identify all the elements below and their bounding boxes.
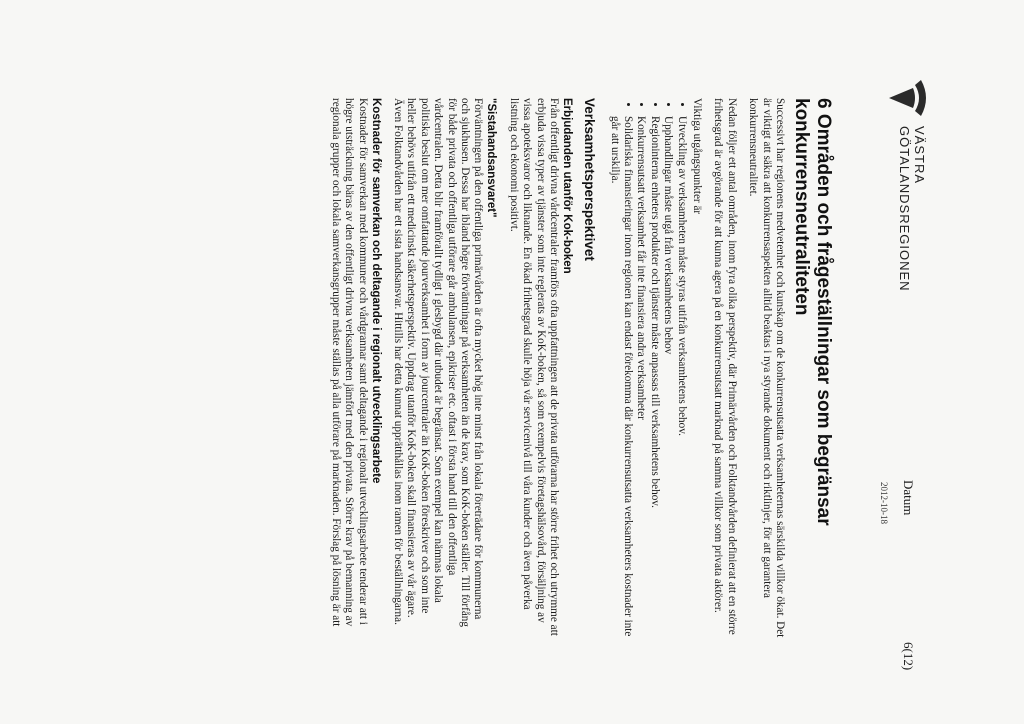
document-body: [320, 98, 834, 638]
logo-line-1: VÄSTRA: [912, 126, 927, 185]
region-logo-mark-icon: [879, 78, 929, 118]
list-item: • Upphandlingar måste utgå från verksamhetens behov: [661, 116, 674, 638]
section-title: 6 Områden och frågeställningar som begränsar konkurrensneutraliteten: [791, 98, 834, 526]
paragraph-last-resort: Förväntningen på den offentliga primärvården är ofta mycket hög inte minst från lokala företrädare för kommunerna och sjukhusen. Dessa har ibland högre förväntningar på verksamheten än de krav, som KoK-boken ställer. Till förfång för både privata och offentliga utförare går ambulansen, epikriser etc. oftast i första hand till den offentliga vårdcentralen. Detta blir framförallt tydligt i glesbygd där utbudet är begränsat. Som exempel kan nämnas lokala politiska beslut om mer omfattande jourverksamhet i form av jourcentraler än KoK-boken föreskriver och som inte heller behövs utifrån ett medicinskt säkerhetsperspektiv. Uppdrag utanför KoK-boken skall finansieras av vår ägare. Även Folktandvården har ett sista handsansvar. Hittills har detta kunnat upprätthållas inom ramen för beställningarna.: [392, 98, 485, 627]
subheading-collaboration-costs: Kostnader för samverkan och deltagande i regionalt utvecklingsarbete: [369, 98, 382, 484]
logo-text: [897, 126, 927, 292]
paragraph-collaboration-costs: Kostnader för samverkan med kommuner och vårdgrannar samt deltagande i regionalt utvecklingsarbete tenderar att i högre utsträckning bäras av den offentligt drivna verksamheten jämfört med den privata. Större krav på bemanning av regionala grupper och lokala samverkansgrupper måste ställas på alla utförare på marknaden. Förslag på lösning är att: [329, 98, 369, 627]
organization-logo: [869, 78, 929, 292]
page-number: 6(12): [901, 642, 916, 671]
date-value: 2012-10-18: [879, 482, 889, 524]
list-item: • Regioninterna enheters produkter och tjänster måste anpassas till verksamhetens behov.: [647, 116, 660, 638]
date-label: Datum: [901, 480, 916, 516]
list-item: • Konkurrensutsatt verksamhet får inte finansiera andra verksamheter: [634, 116, 647, 638]
starting-points-list: [607, 98, 687, 638]
intro-paragraph-1: Successivt har regionens medvetenhet och kunskap om de konkurrensutsatta verksamheternas särskilda villkor ökat. Det är viktigt att säkra att konkurrensaspekten alltid beaktas i nya styrande dokument och riktlinjer, för att garantera konkurrensneutralitet.: [747, 98, 786, 638]
subheading-offers: Erbjudanden utanför Kok-boken: [561, 98, 574, 274]
list-item: • Solidariska finansieringar inom regionen kan endast förekomma där konkurrensutsatta verksamheters kostnader inte går att urskilja.: [607, 116, 634, 638]
perspective-heading: Verksamhetsperspektivet: [582, 98, 598, 261]
logo-line-2: GÖTALANDSREGIONEN: [897, 126, 912, 292]
paragraph-offers: Från offentligt drivna vårdcentraler framförs ofta uppfattningen att de privata utförarna har större frihet och utrymme att erbjuda vissa typer av tjänster som inte reglerats av KoK-boken, så som exempelvis företagshälsovård, försäljning av vissa apoteksvaror och liknande. En ökad frihetsgrad skulle höja vår servicenivå till våra kunder och även påverka listning och ekonomi positivt.: [507, 98, 561, 636]
intro-paragraph-3: Viktiga utgångspunkter är: [690, 98, 703, 215]
subheading-last-resort: "Sistahandsansvaret": [485, 98, 498, 218]
list-item: • Utveckling av verksamheten måste styras utifrån verksamhetens behov.: [674, 116, 687, 638]
intro-paragraph-2: Nedan följer ett antal områden, inom fyra olika perspektiv, där Primärvården och Folktandvården definierat att en större frihetsgrad är avgörande för att kunna agera på en konkurrensutsatt marknad på samma villkor som privata aktörer.: [712, 98, 738, 635]
